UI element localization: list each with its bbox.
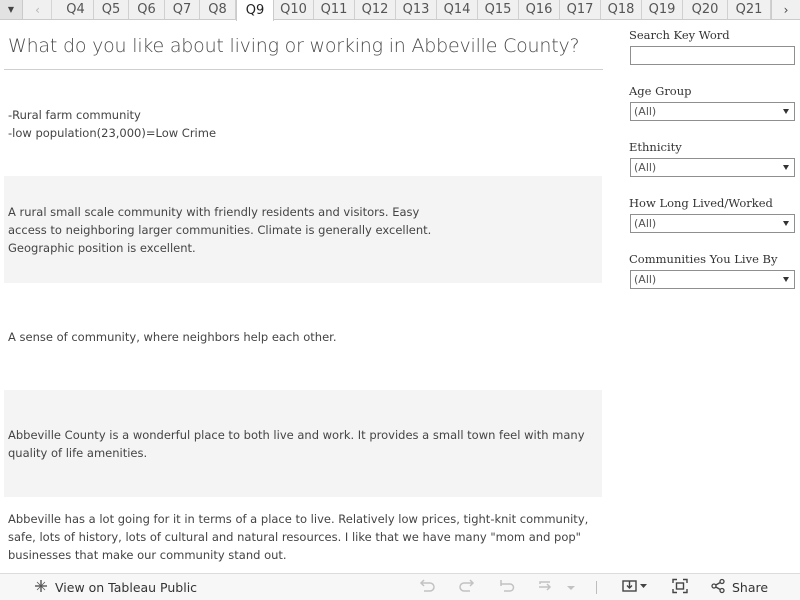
dropdown-arrow-icon bbox=[783, 165, 789, 170]
filter-search bbox=[629, 28, 796, 65]
tab-q21[interactable]: Q21 bbox=[728, 0, 771, 19]
tab-q16[interactable]: Q16 bbox=[519, 0, 560, 19]
filter-how-long bbox=[629, 196, 796, 233]
communities-label: Communities You Live By bbox=[629, 252, 778, 266]
response-text: Abbeville County is a wonderful place to both live and work. It provides a small town feel with many quality of life amenities. bbox=[8, 427, 585, 460]
bottom-toolbar bbox=[0, 573, 800, 600]
tab-q13[interactable]: Q13 bbox=[396, 0, 437, 19]
revert-button[interactable] bbox=[498, 574, 516, 600]
tab-q20[interactable]: Q20 bbox=[683, 0, 728, 19]
tableau-logo-icon bbox=[33, 578, 49, 597]
toolbar-divider bbox=[596, 581, 597, 594]
tab-scroll-right-button[interactable] bbox=[771, 0, 800, 19]
tab-q14[interactable]: Q14 bbox=[437, 0, 478, 19]
tab-scroll-left-button[interactable] bbox=[24, 0, 52, 19]
tab-q8[interactable]: Q8 bbox=[200, 0, 236, 19]
dropdown-arrow-icon bbox=[783, 109, 789, 114]
undo-button[interactable] bbox=[418, 574, 436, 600]
age-group-label: Age Group bbox=[629, 84, 692, 98]
tab-q4[interactable]: Q4 bbox=[58, 0, 94, 19]
tab-q7[interactable]: Q7 bbox=[165, 0, 200, 19]
refresh-menu-button[interactable] bbox=[566, 574, 576, 600]
ethnicity-value: (All) bbox=[634, 161, 657, 174]
view-on-tableau-public-label: View on Tableau Public bbox=[55, 580, 198, 595]
response-text: A rural small scale community with friendly residents and visitors. Easy access to neighboring larger communities. Climate is generally excellent. Geographic position is excellent. bbox=[8, 204, 432, 255]
dropdown-arrow-icon bbox=[783, 221, 789, 226]
tab-q17[interactable]: Q17 bbox=[560, 0, 601, 19]
download-icon bbox=[622, 578, 648, 597]
sheet-tab-bar bbox=[0, 0, 800, 20]
tab-q11[interactable]: Q11 bbox=[314, 0, 355, 19]
tab-q18[interactable]: Q18 bbox=[601, 0, 642, 19]
filter-ethnicity bbox=[629, 140, 796, 177]
fullscreen-icon bbox=[671, 578, 689, 597]
response-row bbox=[4, 390, 602, 497]
response-text: A sense of community, where neighbors help each other. bbox=[8, 329, 337, 344]
redo-icon bbox=[458, 578, 476, 597]
tab-q10[interactable]: Q10 bbox=[274, 0, 314, 19]
filter-communities bbox=[629, 252, 796, 289]
age-group-select[interactable] bbox=[630, 102, 795, 121]
tab-q19[interactable]: Q19 bbox=[642, 0, 683, 19]
undo-icon bbox=[418, 578, 436, 597]
redo-button[interactable] bbox=[458, 574, 476, 600]
share-button[interactable] bbox=[710, 574, 768, 600]
ethnicity-select[interactable] bbox=[630, 158, 795, 177]
how-long-select[interactable] bbox=[630, 214, 795, 233]
ethnicity-label: Ethnicity bbox=[629, 140, 682, 154]
sheet-tabs bbox=[58, 0, 771, 19]
title-divider bbox=[4, 69, 603, 70]
chevron-left-icon: ‹ bbox=[35, 2, 40, 17]
refresh-button[interactable] bbox=[536, 574, 554, 600]
search-label: Search Key Word bbox=[629, 28, 730, 42]
tab-q12[interactable]: Q12 bbox=[355, 0, 396, 19]
how-long-label: How Long Lived/Worked bbox=[629, 196, 773, 210]
age-group-value: (All) bbox=[634, 105, 657, 118]
view-on-tableau-public-link[interactable] bbox=[33, 574, 197, 600]
share-icon bbox=[710, 578, 726, 597]
download-button[interactable] bbox=[622, 574, 648, 600]
tab-q6[interactable]: Q6 bbox=[129, 0, 165, 19]
fullscreen-button[interactable] bbox=[671, 574, 689, 600]
response-text: Abbeville has a lot going for it in terms of a place to live. Relatively low prices, tight-knit community, safe, lots of history, lots of cultural and natural resources. I like that we have many "mom and pop" businesses that make our community stand out. bbox=[8, 512, 589, 562]
response-row bbox=[4, 176, 602, 283]
chevron-right-icon: › bbox=[783, 2, 789, 17]
filter-panel bbox=[629, 28, 796, 308]
communities-value: (All) bbox=[634, 273, 657, 286]
communities-select[interactable] bbox=[630, 270, 795, 289]
how-long-value: (All) bbox=[634, 217, 657, 230]
response-text: -Rural farm community -low population(23,000)=Low Crime bbox=[8, 108, 217, 140]
tab-q9[interactable]: Q9 bbox=[236, 0, 274, 21]
share-label: Share bbox=[732, 580, 769, 595]
chevron-down-icon bbox=[566, 580, 576, 595]
page-title: What do you like about living or working in Abbeville County? bbox=[8, 35, 580, 57]
dropdown-arrow-icon bbox=[783, 277, 789, 282]
revert-icon bbox=[498, 578, 516, 597]
tab-q5[interactable]: Q5 bbox=[94, 0, 129, 19]
dropdown-arrow-icon: ▼ bbox=[7, 5, 15, 14]
response-list[interactable] bbox=[4, 72, 602, 568]
response-row bbox=[4, 497, 602, 568]
tab-menu-button[interactable] bbox=[0, 0, 23, 19]
response-row bbox=[4, 72, 602, 176]
filter-age-group bbox=[629, 84, 796, 121]
refresh-icon bbox=[536, 578, 554, 597]
search-input[interactable] bbox=[630, 46, 795, 65]
tab-q15[interactable]: Q15 bbox=[478, 0, 519, 19]
response-row bbox=[4, 283, 602, 390]
